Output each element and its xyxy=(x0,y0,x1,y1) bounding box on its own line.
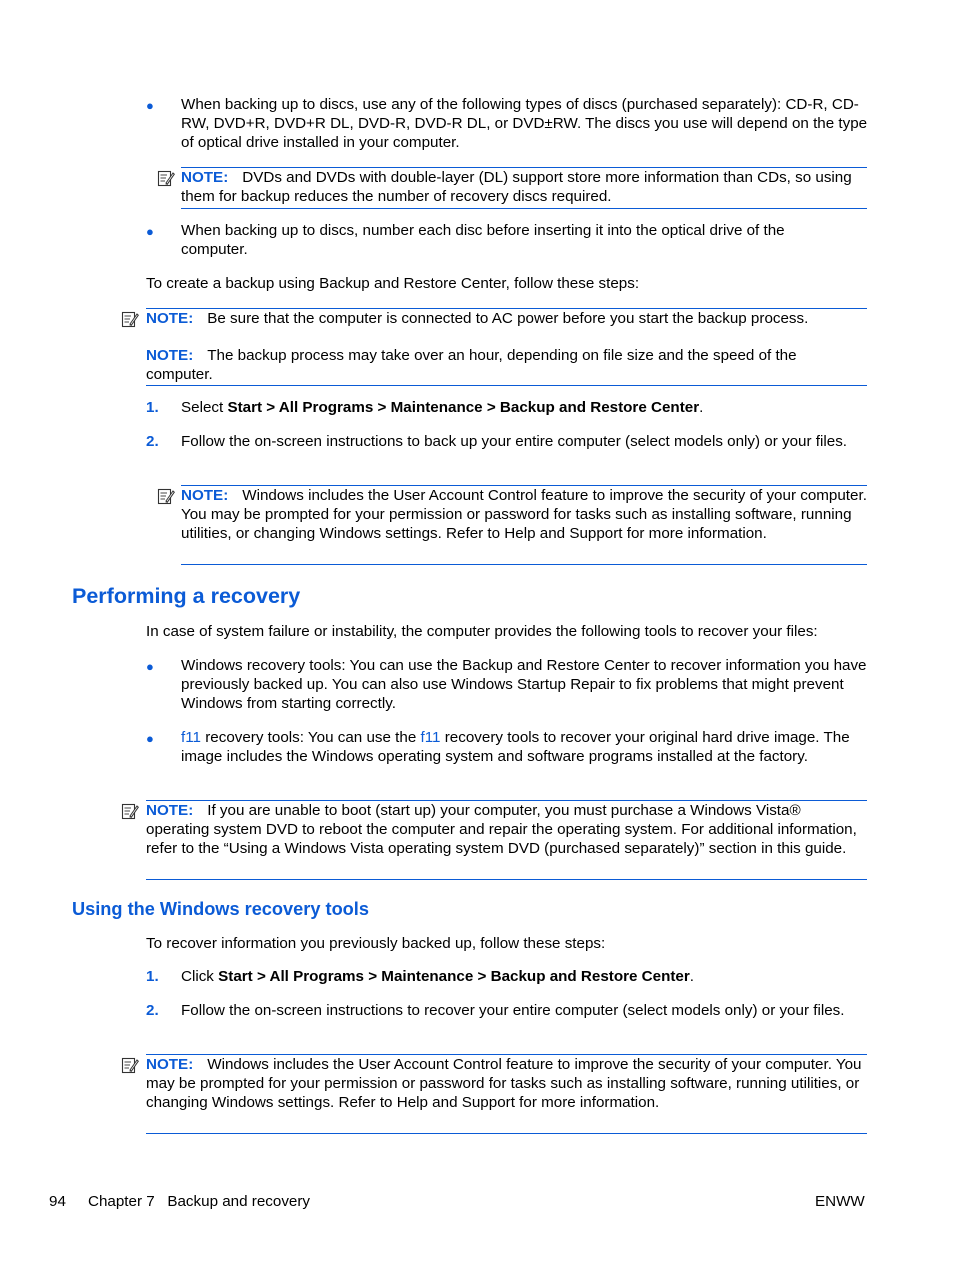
paragraph: In case of system failure or instability, the computer provides the following tools to recover your files: xyxy=(146,623,818,640)
step-number: 1. xyxy=(146,968,159,985)
step-number: 2. xyxy=(146,433,159,450)
note-pencil-icon xyxy=(157,169,175,187)
list-item: Windows recovery tools: You can use the Backup and Restore Center to recover information you have previously backed up. You can also use Windows Startup Repair to fix problems that might prevent Windows from starting correctly. xyxy=(181,657,867,713)
note-text: The backup process may take over an hour, depending on file size and the speed of the computer. xyxy=(146,347,797,384)
section-heading: Performing a recovery xyxy=(72,584,301,608)
list-item: f11 recovery tools: You can use the f11 recovery tools to recover your original hard drive image. The image includes the Windows operating system and software programs installed at the factory. xyxy=(181,729,850,766)
note-label: NOTE: xyxy=(146,802,194,819)
bullet-marker: ● xyxy=(146,224,154,239)
step-number: 1. xyxy=(146,399,159,416)
note-text: Windows includes the User Account Control feature to improve the security of your computer. You may be prompted for your permission or password for tasks such as installing software, running utilities, or changing Windows settings. Refer to Help and Support for more information. xyxy=(181,487,867,543)
bullet-marker: ● xyxy=(146,731,154,746)
page-number: 94 xyxy=(49,1193,66,1210)
subsection-heading: Using the Windows recovery tools xyxy=(72,899,369,919)
note-label: NOTE: xyxy=(181,169,229,186)
note-box xyxy=(146,308,867,386)
note-text: DVDs and DVDs with double-layer (DL) support store more information than CDs, so using them for backup reduces the number of recovery discs required. xyxy=(181,169,852,206)
note-label: NOTE: xyxy=(146,347,194,365)
bullet-marker: ● xyxy=(146,98,154,113)
note-text: Windows includes the User Account Control feature to improve the security of your computer. You may be prompted for your permission or password for tasks such as installing software, running utilities, or changing Windows settings. Refer to Help and Support for more information. xyxy=(146,1056,862,1112)
paragraph: To recover information you previously backed up, follow these steps: xyxy=(146,935,606,952)
key-f11: f11 xyxy=(181,729,201,746)
note-box xyxy=(181,485,867,565)
footer-tag: ENWW xyxy=(815,1193,865,1210)
list-item: When backing up to discs, number each disc before inserting it into the optical drive of the computer. xyxy=(181,222,785,259)
step-text: Click Start > All Programs > Maintenance > Backup and Restore Center. xyxy=(181,968,695,985)
note-box xyxy=(181,167,867,209)
note-label: NOTE: xyxy=(146,310,194,327)
paragraph: To create a backup using Backup and Restore Center, follow these steps: xyxy=(146,275,640,292)
note-pencil-icon xyxy=(121,310,139,328)
key-f11: f11 xyxy=(420,729,441,746)
step-text: Select Start > All Programs > Maintenance > Backup and Restore Center. xyxy=(181,399,704,416)
note-label: NOTE: xyxy=(181,487,229,504)
note-pencil-icon xyxy=(121,1056,139,1074)
note-box xyxy=(146,800,867,880)
step-number: 2. xyxy=(146,1002,159,1019)
bullet-marker: ● xyxy=(146,659,154,674)
step-text: Follow the on-screen instructions to recover your entire computer (select models only) or your files. xyxy=(181,1002,845,1019)
chapter-title: Chapter 7 Backup and recovery xyxy=(88,1193,311,1210)
step-text: Follow the on-screen instructions to back up your entire computer (select models only) or your files. xyxy=(181,433,848,450)
note-label: NOTE: xyxy=(146,1056,194,1073)
note-pencil-icon xyxy=(157,487,175,505)
note-pencil-icon xyxy=(121,802,139,820)
note-box xyxy=(146,1054,867,1134)
note-text: Be sure that the computer is connected to AC power before you start the backup process. xyxy=(207,310,809,327)
list-item: When backing up to discs, use any of the following types of discs (purchased separately): CD-R, CD-RW, DVD+R, DVD+R DL, DVD-R, DVD-R DL, or DVD±RW. The discs you use will depend on the type of optical drive installed in your computer. xyxy=(181,96,868,152)
note-text: If you are unable to boot (start up) your computer, you must purchase a Windows Vista® operating system DVD to reboot the computer and repair the operating system. For additional information, refer to the “Using a Windows Vista operating system DVD (purchased separately)” section in this guide. xyxy=(146,802,857,858)
